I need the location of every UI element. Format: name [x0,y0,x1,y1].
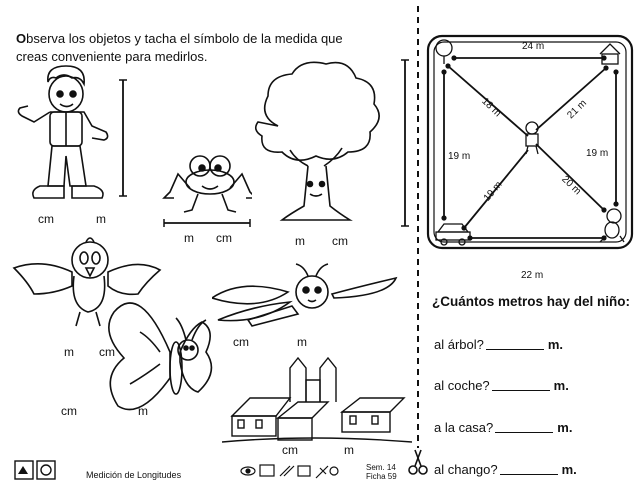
town-illustration [222,356,412,446]
footer-logo-icon [14,460,58,480]
question-label: al coche? [434,378,490,393]
bird-cm-option[interactable]: cm [99,345,115,359]
map-house-icon [600,44,620,64]
map-tree-distance: 18 m [479,95,503,120]
bird-m-option[interactable]: m [64,345,74,359]
answer-blank-arbol[interactable] [486,349,544,350]
question-unit: m. [547,337,564,352]
boy-measure-line [118,78,128,198]
dragonfly-m-option[interactable]: m [297,335,307,349]
question-label: al chango? [434,462,498,477]
map-left-distance: 19 m [448,151,471,162]
instruction-line2: creas conveniente para medirlos. [16,49,208,64]
tree-cm-option[interactable]: cm [332,234,348,248]
frog-illustration [162,148,252,218]
question-unit: m. [557,420,573,435]
frog-measure-line [162,218,252,228]
frog-cm-option[interactable]: cm [216,231,232,245]
footer-sem: Sem. 14 [366,463,396,472]
tree-illustration [248,56,388,226]
town-m-option[interactable]: m [344,443,354,457]
question-label: a la casa? [434,420,494,435]
dragonfly-cm-option[interactable]: cm [233,335,249,349]
question-unit: m. [561,462,577,477]
answer-blank-casa[interactable] [495,432,553,433]
instruction-initial: O [16,31,27,46]
question-row [434,378,569,393]
map-bottom-distance: 22 m [521,270,544,281]
answer-blank-chango[interactable] [500,474,558,475]
dragonfly-illustration [212,262,412,332]
question-unit: m. [553,378,569,393]
footer-title: Medición de Longitudes [86,470,182,480]
answer-blank-coche[interactable] [492,390,550,391]
question-label: al árbol? [434,337,484,352]
instruction-line1: bserva los objetos y tacha el símbolo de la medida que [26,31,343,46]
map-monkey-distance: 20 m [559,173,583,198]
distance-map [424,32,636,254]
frog-m-option[interactable]: m [184,231,194,245]
boy-m-option[interactable]: m [96,212,106,226]
boy-cm-option[interactable]: cm [38,212,54,226]
map-house-distance: 21 m [565,97,589,122]
question-row [434,337,563,352]
tree-measure-line [400,58,410,228]
footer-ficha: Ficha 59 [366,472,397,481]
question-row [434,462,577,477]
map-car-distance: 19 m [481,179,505,204]
footer-activity-icons [240,462,340,480]
butterfly-cm-option[interactable]: cm [61,404,77,418]
question-row [434,420,572,435]
map-top-distance: 24 m [522,41,545,52]
map-right-distance: 19 m [586,148,609,159]
map-boy-icon [526,122,538,154]
butterfly-m-option[interactable]: m [138,404,148,418]
tree-m-option[interactable]: m [295,234,305,248]
town-cm-option[interactable]: cm [282,443,298,457]
footer-week-sheet [366,463,397,481]
boy-illustration [10,60,110,210]
question-title: ¿Cuántos metros hay del niño: [432,294,631,309]
butterfly-illustration [100,292,230,432]
scissors-icon [408,448,428,476]
